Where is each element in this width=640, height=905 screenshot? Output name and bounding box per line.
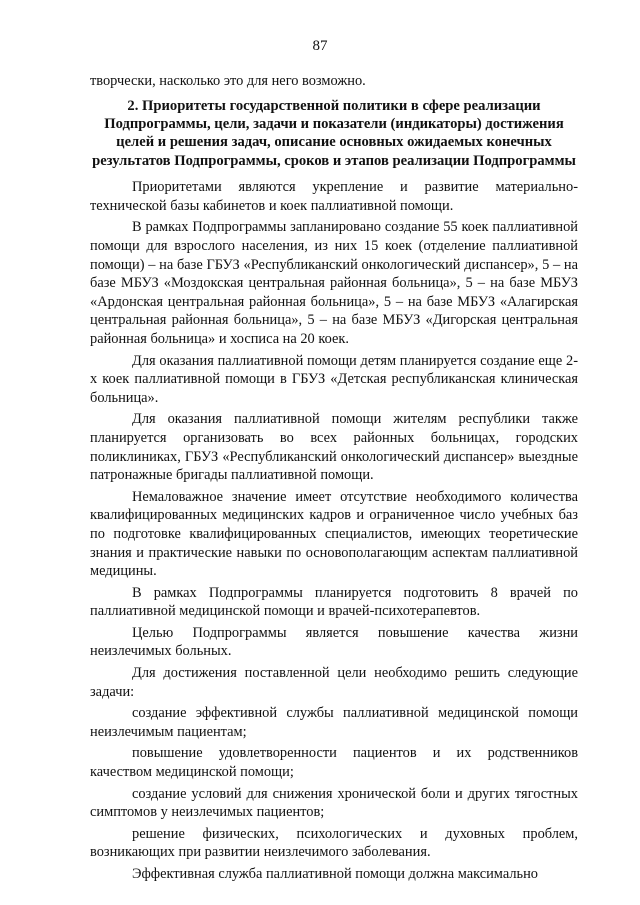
task-item: повышение удовлетворенности пациентов и их родственников качеством медицинской помощи; [90, 745, 578, 781]
paragraph: Немаловажное значение имеет отсутствие необходимого количества квалифицированных медицинских кадров и ограниченное число учебных баз по подготовке квалифицированных специалистов, имеющих теоретические знания и практические навыки по основополагающим аспектам паллиативной медицины. [90, 488, 578, 580]
lead-line: творчески, насколько это для него возможно. [90, 73, 366, 89]
task-item: решение физических, психологических и духовных проблем, возникающих при развитии неизлечимого заболевания. [90, 825, 578, 861]
page-content [90, 72, 578, 884]
task-item: создание условий для снижения хронической боли и других тягостных симптомов у неизлечимых пациентов; [90, 785, 578, 821]
paragraph: В рамках Подпрограммы запланировано создание 55 коек паллиативной помощи для взрослого населения, из них 15 коек (отделение паллиативной помощи) – на базе ГБУЗ «Республиканский онкологический диспансер», 5 – на базе МБУЗ «Моздокская центральная районная больница», 5 – на базе МБУЗ «Ардонская центральная районная больница», 5 – на базе МБУЗ «Алагирская центральная районная больница», 5 – на базе МБУЗ «Дигорская центральная районная больница» и хосписа на 20 коек. [90, 219, 578, 347]
paragraph: Для оказания паллиативной помощи жителям республики также планируется организовать во всех районных больницах, городских поликлиниках, ГБУЗ «Республиканский онкологический диспансер» выездные патронажные бригады паллиативной помощи. [90, 411, 578, 484]
closing-paragraph: Эффективная служба паллиативной помощи должна максимально [132, 866, 538, 882]
paragraph: В рамках Подпрограммы планируется подготовить 8 врачей по паллиативной медицинской помощи и врачей-психотерапевтов. [90, 584, 578, 620]
paragraph: Для достижения поставленной цели необходимо решить следующие задачи: [90, 665, 578, 700]
task-item: создание эффективной службы паллиативной медицинской помощи неизлечимым пациентам; [90, 705, 578, 740]
paragraph: Приоритетами являются укрепление и развитие материально-технической базы кабинетов и коек паллиативной помощи. [90, 179, 578, 214]
page-number: 87 [312, 38, 328, 54]
paragraph: Целью Подпрограммы является повышение качества жизни неизлечимых больных. [90, 624, 578, 660]
section-heading: 2. Приоритеты государственной политики в сфере реализации Подпрограммы, цели, задачи и показатели (индикаторы) достижения целей и решения задач, описание основных ожидаемых конечных результатов Подпрограммы, сроков и этапов реализации Подпрограммы [92, 97, 576, 169]
paragraph: Для оказания паллиативной помощи детям планируется создание еще 2-х коек паллиативной помощи в ГБУЗ «Детская республиканская клиническая больница». [90, 352, 578, 406]
